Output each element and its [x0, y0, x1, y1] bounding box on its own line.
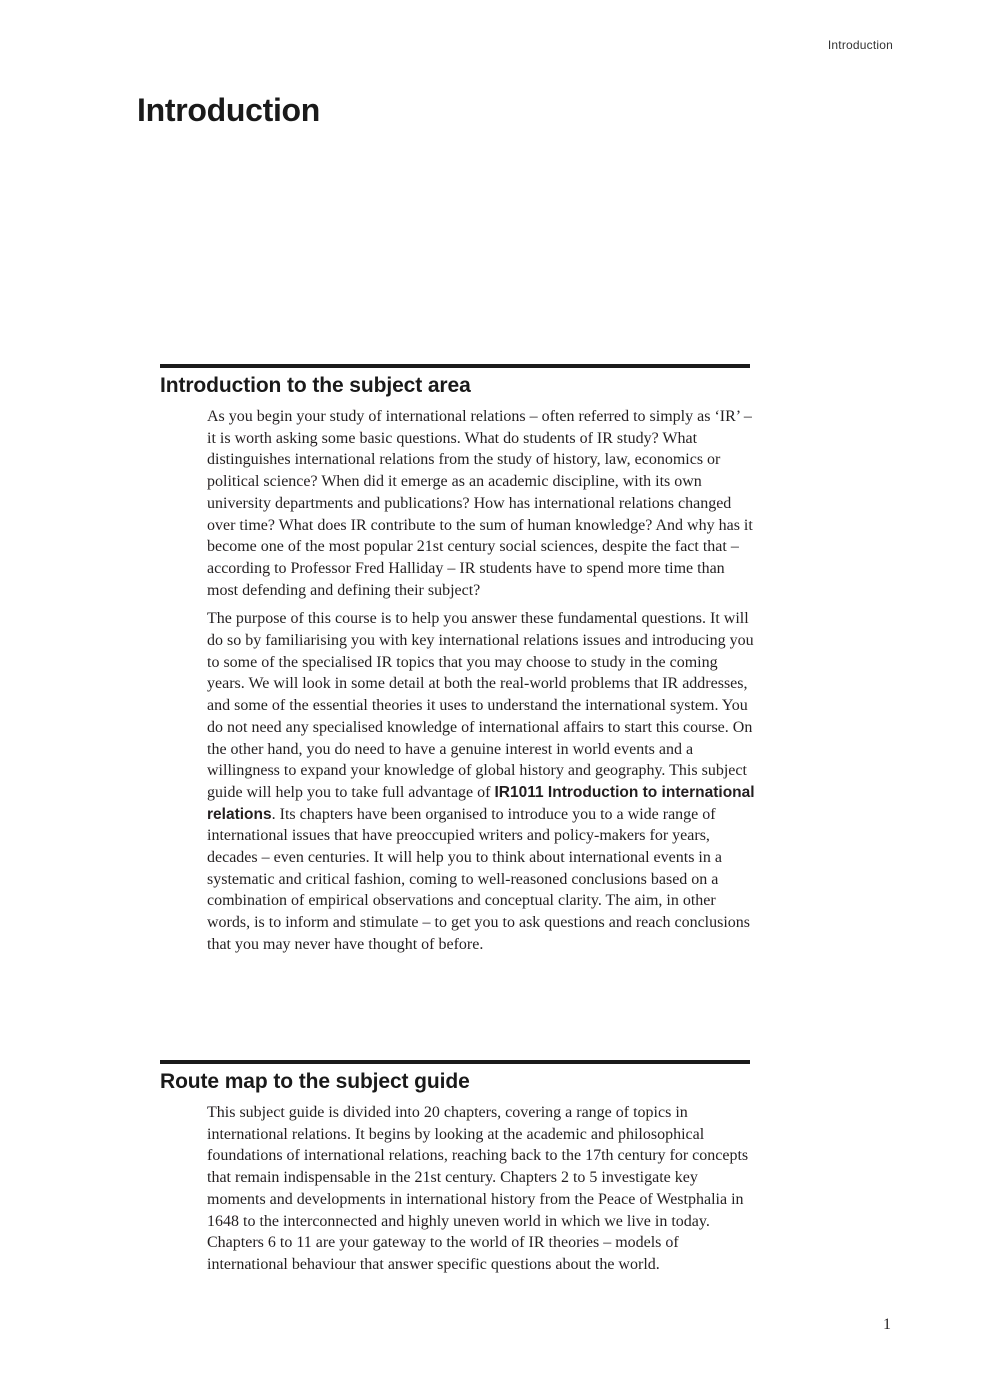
section-body: [207, 406, 755, 956]
paragraph: [207, 608, 755, 955]
paragraph: This subject guide is divided into 20 chapters, covering a range of topics in international relations. It begins by looking at the academic and philosophical foundations of international relations, reaching back to the 17th century for concepts that remain indispensable in the 21st century. Chapters 2 to 5 investigate key moments and developments in international history from the Peace of Westphalia in 1648 to the interconnected and highly uneven world in which we live in today. Chapters 6 to 11 are your gateway to the world of IR theories – models of international behaviour that answer specific questions about the world.: [207, 1104, 749, 1273]
section-heading: Introduction to the subject area: [160, 374, 471, 397]
paragraph-text: . Its chapters have been organised to introduce you to a wide range of international issues that have preoccupied writers and policy-makers for years, decades – even centuries. It will help you to think about international events in a systematic and critical fashion, coming to well-reasoned conclusions based on a combination of empirical observations and conceptual clarity. The aim, in other words, is to inform and stimulate – to get you to ask questions and reach conclusions that you may never have thought of before.: [207, 805, 751, 953]
section-body: [207, 1102, 755, 1276]
paragraph: As you begin your study of international relations – often referred to simply as ‘IR’ – it is worth asking some basic questions. What do students of IR study? What distinguishes international relations from the study of history, law, economics or political science? When did it emerge as an academic discipline, with its own university departments and publications? How has international relations changed over time? What does IR contribute to the sum of human knowledge? And why has it become one of the most popular 21st century social sciences, despite the fact that – according to Professor Fred Halliday – IR students have to spend more time than most defending and defining their subject?: [207, 408, 753, 599]
section-introduction-to-subject-area: [160, 364, 755, 963]
section-route-map: [160, 1060, 750, 1283]
page-number: 1: [883, 1316, 891, 1333]
section-rule: [160, 364, 750, 368]
section-heading: Route map to the subject guide: [160, 1070, 470, 1093]
section-rule: [160, 1060, 750, 1064]
running-header: Introduction: [827, 38, 893, 52]
course-reference: IR1011 Introduction to international relations: [207, 783, 755, 823]
chapter-title: Introduction: [137, 92, 321, 128]
paragraph-text: The purpose of this course is to help you answer these fundamental questions. It will do so by familiarising you with key international relations issues and introducing you to some of the specialised IR topics that you may choose to study in the coming years. We will look in some detail at both the real-world problems that IR addresses, and some of the essential theories it uses to understand the international system. You do not need any specialised knowledge of international affairs to start this course. On the other hand, you do need to have a genuine interest in world events and a willingness to expand your knowledge of global history and geography. This subject guide will help you to take full advantage of: [207, 610, 754, 801]
